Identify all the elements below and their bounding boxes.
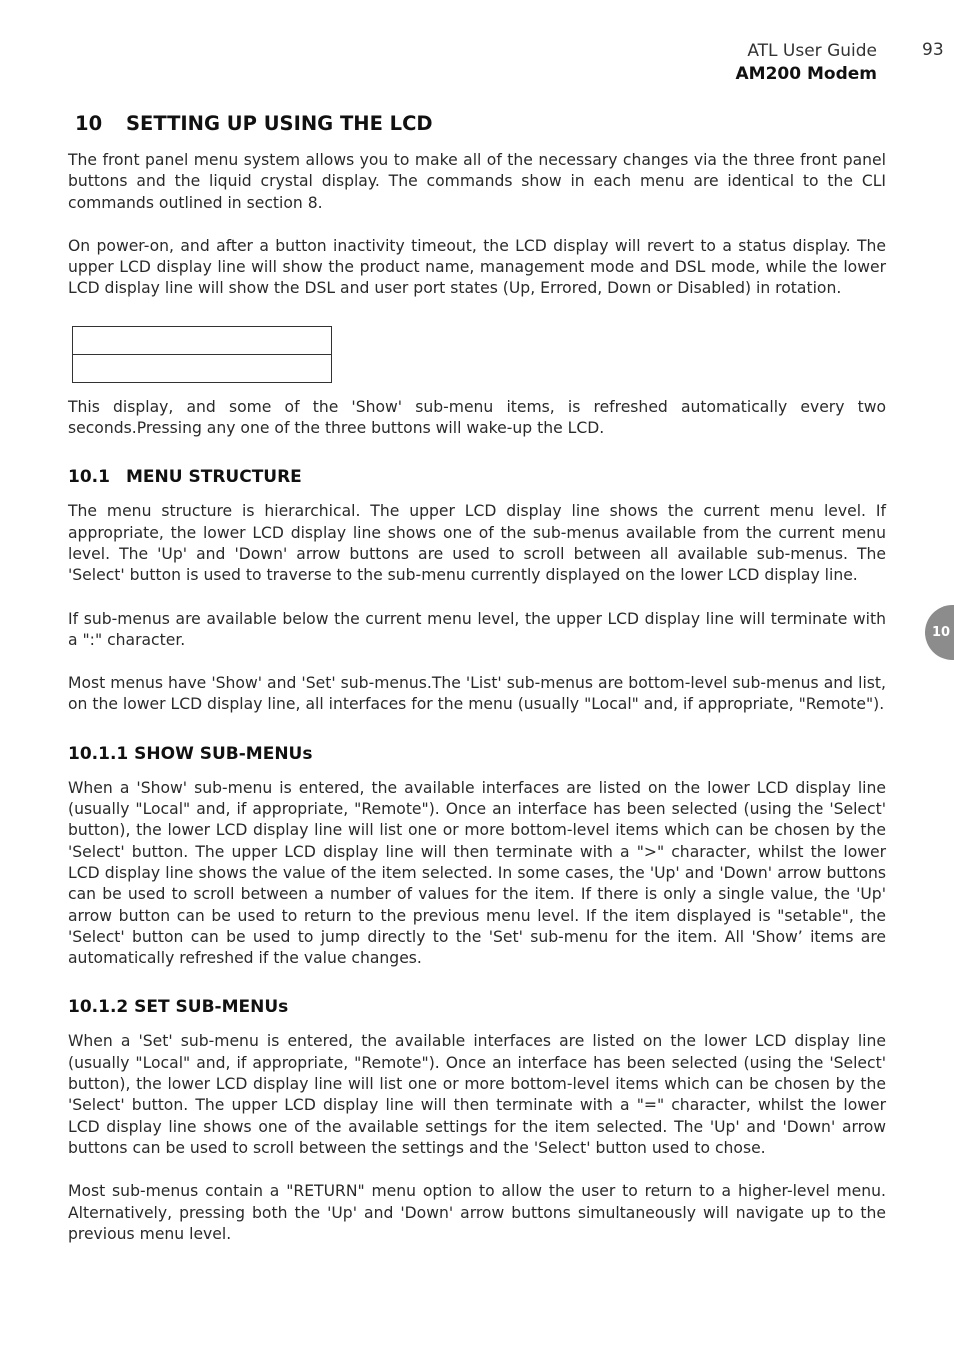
body-paragraph: Most sub-menus contain a "RETURN" menu option to allow the user to return to a higher-level menu. Alternatively, pressing both the 'Up' and 'Down' arrow buttons simultaneously will navigate up to the previous menu level.	[68, 1182, 886, 1243]
lcd-lower-line	[73, 354, 331, 382]
set-submenus-heading: 10.1.2 SET SUB-MENUs	[68, 997, 289, 1018]
guide-title: ATL User Guide	[747, 41, 877, 61]
body-paragraph: If sub-menus are available below the current menu level, the upper LCD display line will terminate with a ":" character.	[68, 609, 886, 649]
body-paragraph: The menu structure is hierarchical. The upper LCD display line shows the current menu level. If appropriate, the lower LCD display line shows one of the sub-menus available from the current menu level. The 'Up' and 'Down' arrow buttons are used to scroll between all available sub-menus. The 'Select' button is used to traverse to the sub-menu currently displayed on the lower LCD display line.	[68, 502, 886, 585]
show-submenus-heading: 10.1.1 SHOW SUB-MENUs	[68, 743, 313, 764]
lcd-display-diagram	[72, 326, 332, 383]
body-paragraph: When a 'Show' sub-menu is entered, the available interfaces are listed on the lower LCD display line (usually "Local" and, if appropriate, "Remote"). Once an interface has been selected (using the 'Select' button), the lower LCD display line will list one or more bottom-level items which can be chosen by the 'Select' button. The upper LCD display line will then terminate with a ">" character, whilst the lower LCD display line shows the value of the item selected. In some cases, the 'Up' and 'Down' arrow buttons can be used to scroll between a number of values for the item. If there is only a single value, the 'Up' arrow button can be used to return to the previous menu level. If the item displayed is "setable", the 'Select' button can be used to jump directly to the 'Set' sub-menu for the item. All 'Show’ items are automatically refreshed if the value changes.	[68, 778, 886, 968]
section-tab: 10	[925, 605, 954, 660]
subsection-title: MENU STRUCTURE	[126, 467, 302, 488]
product-name: AM200 Modem	[735, 64, 877, 84]
lcd-note-paragraph: This display, and some of the 'Show' sub-menu items, is refreshed automatically every two seconds.Pressing any one of the three buttons will wake-up the LCD.	[68, 397, 886, 438]
subsection-heading	[68, 467, 886, 487]
lcd-upper-line	[73, 327, 331, 354]
intro-paragraph: The front panel menu system allows you to make all of the necessary changes via the three front panel buttons and the liquid crystal display. The commands show in each menu are identical to the CLI commands outlined in section 8.	[68, 151, 886, 212]
running-header	[736, 40, 878, 86]
page-body	[68, 112, 886, 1267]
body-paragraph: When a 'Set' sub-menu is entered, the available interfaces are listed on the lower LCD display line (usually "Local" and, if appropriate, "Remote"). Once an interface has been selected (using the 'Select' button), the lower LCD display line will list one or more bottom-level items which can be chosen by the 'Select' button. The upper LCD display line will then terminate with a "=" character, whilst the lower LCD display line shows one of the available settings for the item selected. The 'Up' and 'Down' arrow buttons can be used to scroll between the settings and the 'Select' button used to chose.	[68, 1032, 886, 1157]
body-paragraph: Most menus have 'Show' and 'Set' sub-menus.The 'List' sub-menus are bottom-level sub-menus and list, on the lower LCD display line, all interfaces for the menu (usually "Local" and, if appropriate, "Remote").	[68, 674, 886, 714]
page-number: 93	[922, 40, 944, 60]
subsection-number: 10.1	[68, 467, 110, 488]
section-heading	[75, 112, 886, 135]
section-title: SETTING UP USING THE LCD	[126, 112, 433, 135]
section-number: 10	[75, 112, 103, 135]
intro-paragraph: On power-on, and after a button inactivity timeout, the LCD display will revert to a status display. The upper LCD display line will show the product name, management mode and DSL mode, while the lower LCD display line will show the DSL and user port states (Up, Errored, Down or Disabled) in rotation.	[68, 236, 886, 298]
